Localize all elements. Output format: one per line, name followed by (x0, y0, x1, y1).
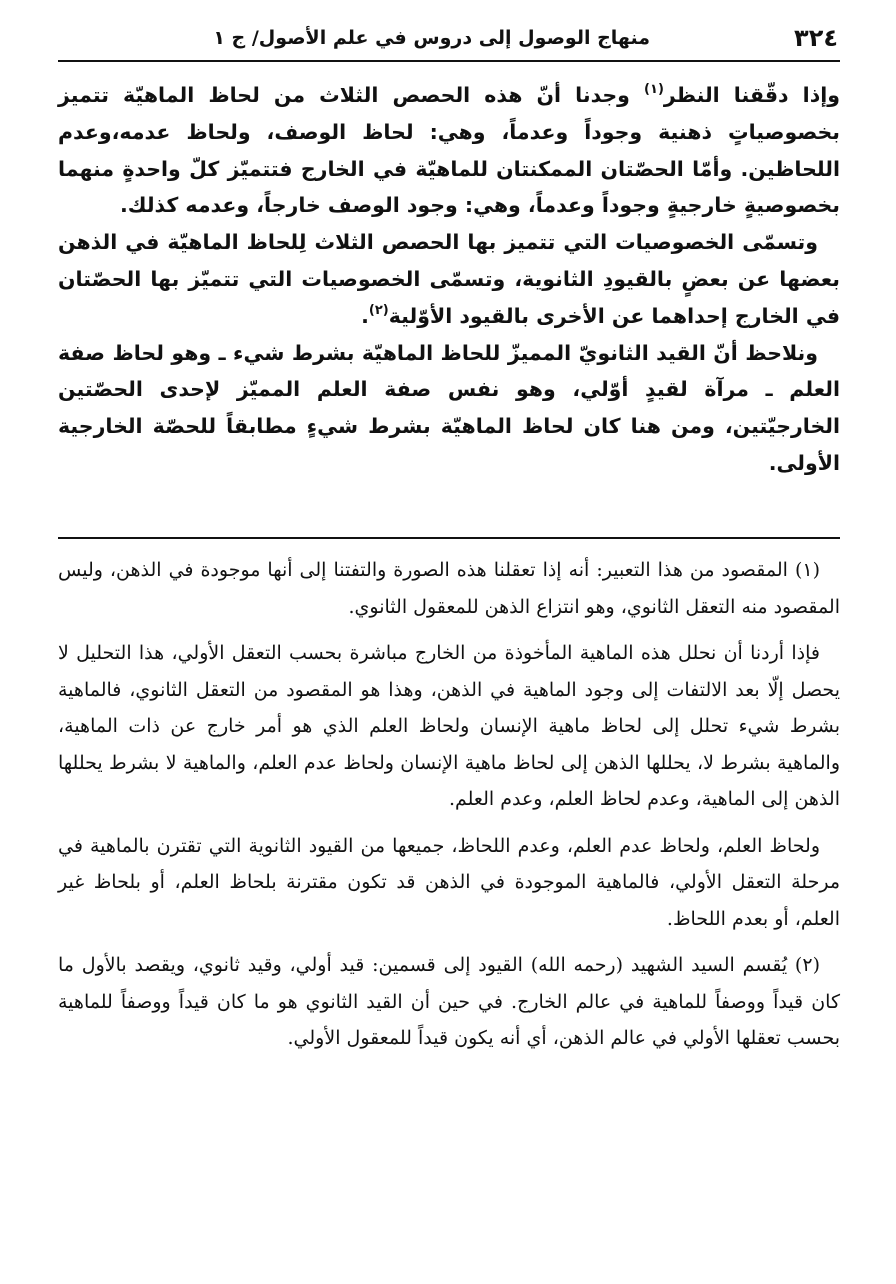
main-paragraph (58, 335, 840, 482)
running-title: منهاج الوصول إلى دروس في علم الأصول/ ج ١ (213, 27, 650, 49)
paragraph-text: وجدنا أنّ هذه الحصص الثلاث من لحاظ الماهيّة تتميز بخصوصياتٍ ذهنية وجوداً وعدماً، وهي: لحاظ الوصف، ولحاظ عدمه،وعدم اللحاظين. وأمّا الحصّتان الممكنتان للماهيّة في الخارج فتتميّز كلّ واحدةٍ منهما بخصوصيةٍ خارجيةٍ وجوداً وعدماً، وهي: وجود الوصف خارجاً، وعدمه كذلك. (58, 83, 840, 218)
footnote-paragraph: فإذا أردنا أن نحلل هذه الماهية المأخوذة من الخارج مباشرة بحسب التعقل الأولي، هذا التحليل لا يحصل إلّا بعد الالتفات إلى وجود الماهية في الذهن، وهذا هو المقصود من التعقل الثانوي، فالماهية بشرط شيء تحلل إلى لحاظ ماهية الإنسان ولحاظ العلم الذي هو أمر خارج عن ذات الماهية، والماهية بشرط لا، يحللها الذهن إلى لحاظ ماهية الإنسان ولحاظ عدم العلم، والماهية لا بشرط يحللها الذهن إلى الماهية، وعدم لحاظ العلم، وعدم العلم. (58, 642, 840, 810)
footnote-rule (58, 537, 840, 539)
paragraph-text: وتسمّى الخصوصيات التي تتميز بها الحصص الثلاث لِلحاظ الماهيّة في الذهن بعضها عن بعضٍ بالقيودِ الثانوية، وتسمّى الخصوصيات التي تتميّز بها الحصّتان في الخارج إحداهما عن الأخرى بالقيود الأوّلية (58, 230, 840, 328)
header-rule (58, 60, 840, 62)
paragraph-text: ونلاحظ أنّ القيد الثانويّ المميزّ للحاظ الماهيّة بشرط شيء ـ وهو لحاظ صفة العلم ـ مرآة لقيدٍ أوّلي، وهو نفس صفة العلم المميّز لإحدى الحصّتين الخارجيّتين، ومن هنا كان لحاظ الماهيّة بشرط شيءٍ مطابقاً للحصّة الخارجية الأولى. (58, 340, 840, 475)
book-page (58, 22, 840, 1262)
footnote-paragraph: ولحاظ العلم، ولحاظ عدم العلم، وعدم اللحاظ، جميعها من القيود الثانوية التي تقترن بالماهية في مرحلة التعقل الأولي، فالماهية الموجودة في الذهن قد تكون مقترنة بلحاظ العلم، أو بلحاظ غير العلم، أو بعدم اللحاظ. (58, 834, 840, 930)
paragraph-text: وإذا دقّقنا النظر (663, 83, 840, 107)
page-header (58, 22, 840, 58)
paragraph-text: . (361, 303, 369, 328)
footnote-ref: (١) (644, 82, 664, 97)
footnote-paragraph: (١) المقصود من هذا التعبير: أنه إذا تعقلنا هذه الصورة والتفتنا إلى أنها موجودة في الذهن، وليس المقصود منه التعقل الثانوي، وهو انتزاع الذهن للمعقول الثانوي. (58, 559, 840, 618)
footnote-paragraph: (٢) يُقسم السيد الشهيد (رحمه الله) القيود إلى قسمين: قيد أولي، وقيد ثانوي، ويقصد بالأول ما كان قيداً ووصفاً للماهية في عالم الخارج. في حين أن القيد الثانوي هو ما كان قيداً ووصفاً للماهية بحسب تعقلها الأولي في عالم الذهن، أي أنه يكون قيداً للمعقول الأولي. (58, 954, 840, 1049)
footnotes (58, 552, 840, 1067)
footnote-ref: (٢) (368, 302, 389, 318)
main-text (58, 77, 840, 482)
page-number: ٣٢٤ (794, 24, 838, 52)
main-paragraph (58, 224, 840, 334)
main-paragraph (58, 77, 840, 224)
